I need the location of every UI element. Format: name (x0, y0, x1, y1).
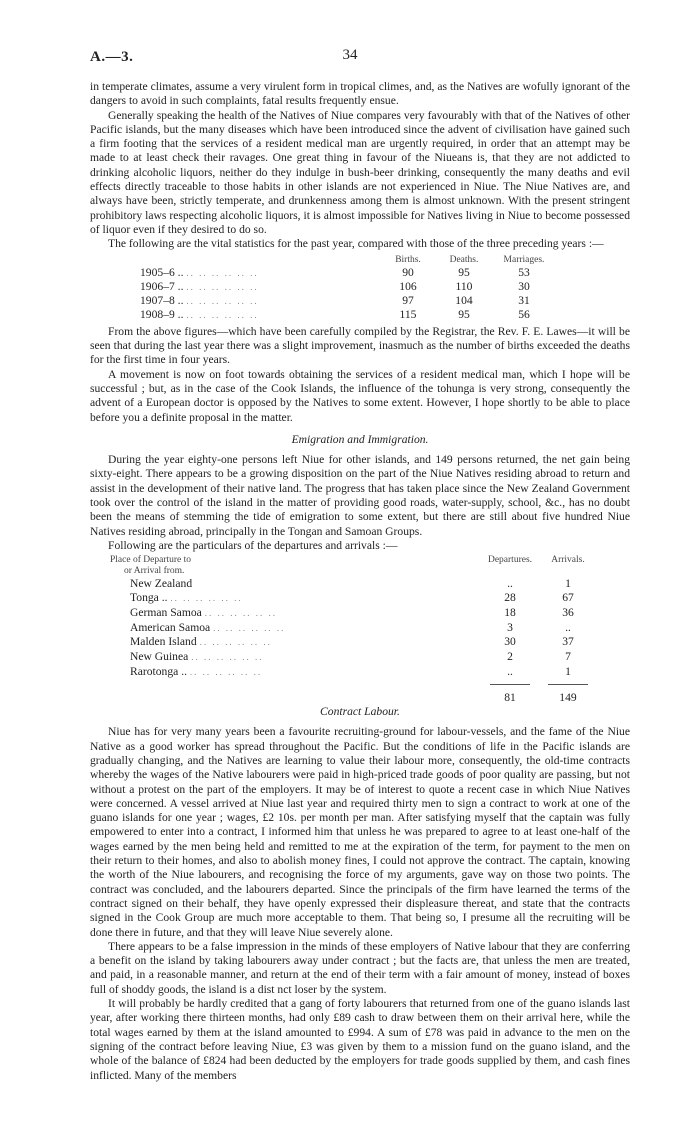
dot-leader: .. .. .. .. .. .. (186, 281, 259, 292)
arrivals-cell: 67 (562, 591, 574, 604)
departures-cell: .. (507, 664, 513, 678)
column-header-deaths: Deaths. (449, 254, 479, 265)
table-row (90, 280, 630, 294)
place-cell: Malden Island (130, 635, 197, 649)
marriages-cell: 56 (518, 308, 530, 322)
table-header-row (90, 254, 630, 266)
column-header-marriages: Marriages. (503, 254, 545, 265)
deaths-cell: 95 (458, 308, 470, 322)
total-arrivals: 149 (548, 684, 588, 705)
paragraph: in temperate climates, assume a very virulent form in tropical climes, and, as the Natives are wofully ignorant of the dangers to avoid in such complaints, fatal results frequently ensue. (90, 80, 630, 108)
dot-leader: .. .. .. .. .. .. (189, 666, 263, 677)
marriages-cell: 31 (518, 294, 530, 308)
paragraph: Niue has for very many years been a favourite recruiting-ground for labour-vessels, and the fame of the Niue Native as a good worker has spread throughout the Pacific. But the conditions of life in the Pacific islands are gradually changing, and the Natives are learning to value their labour more, consequently, the old-time contracts whereby the wages of the Native labourers were paid in high-priced trade goods of poor quality are passing, but not without a protest on the part of the employers. It may be of interest to quote a recent case in which Niue Natives were concerned. A vessel arrived at Niue last year and required thirty men to sign a contract to work at one of the guano islands for one year ; wages, £2 10s. per month per man. After satisfying myself that the captain was fully empowered to enter into a contract, I informed him that unless he was prepared to agree to at least one-half of the wages earned by the men being held and remitted to me at the expiration of the term, for payment to the men on their return to their homes, and also to abolish money fines, I could not approve the contract. The captain, knowing the worth of the Niue labourers, and recognising the force of my arguments, gave way on those two points. The contract was concluded, and the labourers departed. Since the principals of the firm have learned the terms of the contract signed on their behalf, they have openly expressed their displeasure thereat, and state that the contracts signed in the Cook Group are much more acceptable to them. That being so, I presume all the recruiting will be done there in future, and that they will leave Niue severely alone. (90, 725, 630, 939)
arrivals-cell: 1 (565, 664, 571, 678)
deaths-cell: 104 (455, 294, 473, 308)
migration-table (90, 555, 630, 705)
dot-leader: .. .. .. .. .. .. (213, 622, 286, 633)
arrivals-cell: 7 (565, 650, 571, 664)
year-cell: 1905–6 .. (140, 265, 184, 279)
paragraph: There appears to be a false impression in the minds of these employers of Native labour that they are conferring a benefit on the island by taking labourers away under contract ; but the facts are, that unless the men are treated, and paid, in a reasonable manner, and return at the end of their term with a fair amount of money, instead of boxes full of shoddy goods, the island is a dist nct loser by the system. (90, 939, 630, 996)
year-cell: 1907–8 .. (140, 294, 184, 308)
column-header-departures: Departures. (487, 555, 533, 566)
births-cell: 115 (399, 308, 417, 322)
paragraph: During the year eighty-one persons left Niue for other islands, and 149 persons returned, the net gain being sixty-eight. There appears to be a growing disposition on the part of the Niue Natives residing abroad to return and assist in the development of their native land. The progress that has taken place since the New Zealand Government took over the control of the island in the matter of providing good roads, water-supply, school, &c., has no doubt been the means of stemming the tide of emigration to some extent, but there are still about five hundred Niue Natives residing abroad, principally in the Tongan and Samoan Groups. (90, 453, 630, 538)
births-cell: 106 (399, 279, 417, 293)
paragraph: Generally speaking the health of the Natives of Niue compares very favourably with that of the Natives of other Pacific islands, but the many diseases which have been introduced since the advent of civilisation have gained such a firm footing that the services of a resident medical man are urgently required, in order that an attempt may be made to at least check their ravages. One great thing in favour of the Niueans is, that they are not addicted to drinking alcoholic liquors, neither do they indulge in bush-beer drinking, consequently the many deaths and evil effects directly traceable to those habits in other islands are not experienced in Niue. The Niue Natives are, and always have been, strictly temperate, and drunkenness among them is almost unknown. With the present stringent prohibitory laws respecting alcoholic liquors, it is almost impossible for Natives living in Niue to become possessed of liquor even if they desired to do so. (90, 108, 630, 236)
deaths-cell: 110 (455, 279, 473, 293)
table-row (90, 266, 630, 280)
paragraph: A movement is now on foot towards obtaining the services of a resident medical man, which I hope will be successful ; but, as in the case of the Cook Islands, the influence of the tohunga is very strong, consequently the advent of a European doctor is opposed by the Natives to some extent. However, I hope shortly to be able to place before you a definite proposal in the matter. (90, 367, 630, 424)
year-cell: 1906–7 .. (140, 279, 184, 293)
marriages-cell: 30 (518, 279, 530, 293)
place-cell: German Samoa (130, 605, 202, 619)
place-cell: American Samoa (130, 620, 211, 634)
paragraph: The following are the vital statistics for the past year, compared with those of the three preceding years :— (108, 237, 604, 251)
arrivals-cell: 37 (562, 635, 574, 649)
place-cell: New Guinea (130, 650, 189, 664)
table-row (90, 308, 630, 322)
dot-leader: .. .. .. .. .. .. (170, 593, 243, 603)
dot-leader: .. .. .. .. .. .. (191, 652, 264, 663)
column-header-place-sub: or Arrival from. (124, 566, 185, 577)
column-header-place: Place of Departure to (110, 555, 191, 566)
departures-cell: 2 (507, 650, 513, 664)
table-row (90, 606, 630, 621)
table-header-row (90, 555, 630, 577)
dot-leader: .. .. .. .. .. .. (199, 637, 272, 648)
total-departures: 81 (490, 684, 530, 705)
arrivals-cell: 1 (565, 577, 571, 591)
paragraph: It will probably be hardly credited that a gang of forty labourers that returned from one of the guano islands last year, after working there thirteen months, had only £89 cash to draw between them on their arrival here, while the total wages earned by them at the island amounted to £994. A sum of £78 was paid in advance to the men on the signing of the contract before leaving Niue, £3 was given by them to a mission fund on the guano island, and the whole of the balance of £824 had been deducted by the employers for trade goods supplied by them, and cash fines inflicted. Many of the members (90, 997, 630, 1082)
departures-cell: 30 (504, 635, 516, 649)
place-cell: Tonga .. (130, 591, 168, 604)
place-cell: Rarotonga .. (130, 664, 187, 678)
marriages-cell: 53 (518, 265, 530, 279)
arrivals-cell: .. (565, 620, 571, 634)
section-heading-emigration: Emigration and Immigration. (291, 432, 429, 446)
column-header-arrivals: Arrivals. (551, 555, 585, 566)
dot-leader: .. .. .. .. .. .. (186, 267, 259, 278)
dot-leader: .. .. .. .. .. .. (186, 310, 259, 321)
document-reference: A.—3. (90, 49, 134, 65)
table-row (90, 665, 630, 680)
table-row (90, 294, 630, 308)
dot-leader: .. .. .. .. .. .. (186, 296, 259, 307)
page-number: 34 (342, 47, 358, 63)
departures-cell: 18 (504, 605, 516, 619)
table-row (90, 591, 630, 606)
section-heading-contract-labour: Contract Labour. (320, 705, 400, 719)
place-cell: New Zealand (130, 577, 193, 591)
totals-row (90, 684, 630, 705)
departures-cell: 3 (507, 620, 513, 634)
year-cell: 1908–9 .. (140, 308, 184, 322)
births-cell: 97 (402, 294, 414, 308)
table-row (90, 577, 630, 591)
dot-leader: .. .. .. .. .. .. (204, 607, 277, 618)
column-header-births: Births. (395, 254, 421, 265)
paragraph: Following are the particulars of the departures and arrivals :— (108, 538, 398, 552)
departures-cell: .. (507, 577, 513, 591)
table-row (90, 635, 630, 650)
table-row (90, 650, 630, 665)
vital-statistics-table (90, 254, 630, 323)
page-body (90, 80, 630, 1083)
table-row (90, 621, 630, 636)
deaths-cell: 95 (458, 265, 470, 279)
paragraph: From the above figures—which have been carefully compiled by the Registrar, the Rev. F. E. Lawes—it will be seen that during the last year there was a slight improvement, inasmuch as the number of births exceeded the deaths for the first time in four years. (90, 324, 630, 367)
births-cell: 90 (402, 265, 414, 279)
arrivals-cell: 36 (562, 605, 574, 619)
departures-cell: 28 (504, 591, 516, 604)
